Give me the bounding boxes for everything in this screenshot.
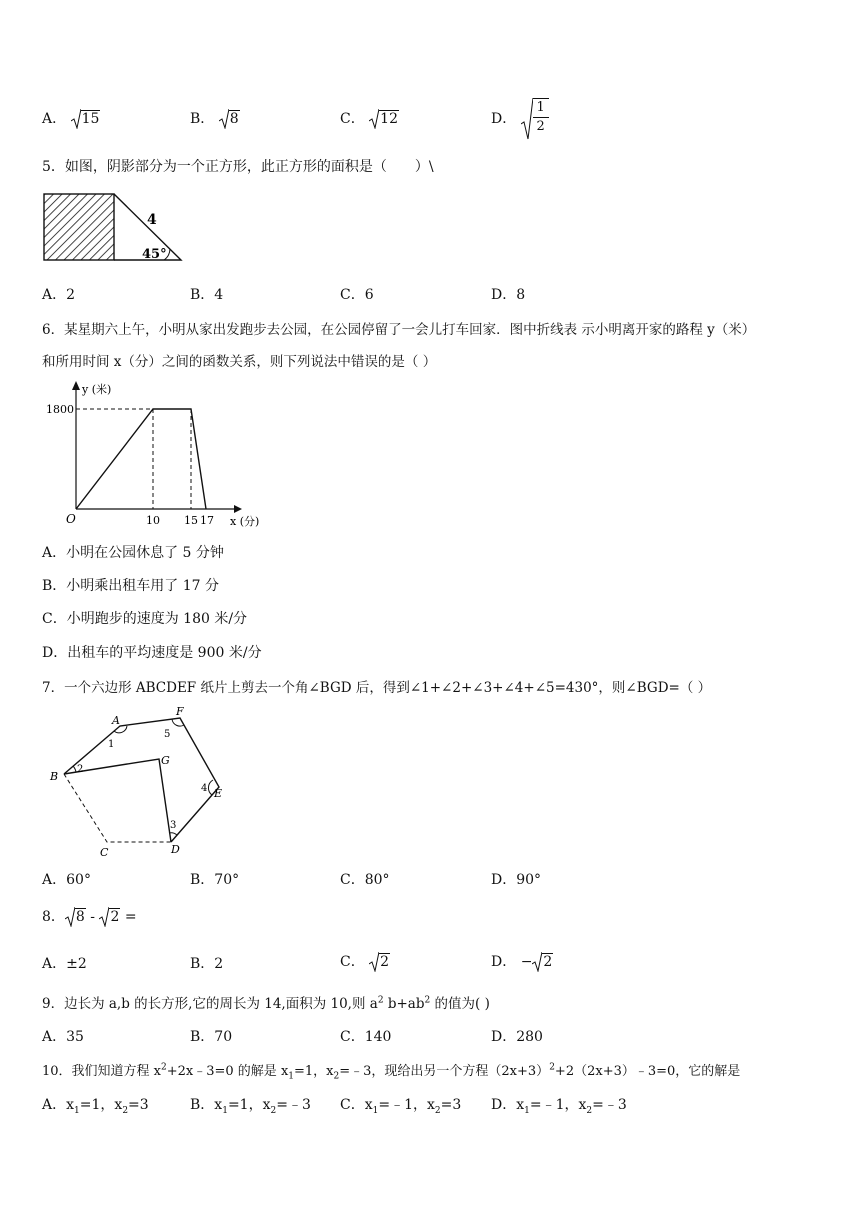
q7-option-c bbox=[340, 869, 390, 889]
side-label: 4 bbox=[147, 212, 157, 228]
option-letter: A． bbox=[42, 111, 67, 127]
option-text: 90° bbox=[516, 872, 542, 888]
q10-option-d bbox=[491, 1094, 627, 1116]
var: x bbox=[114, 1097, 123, 1113]
x-tick-10: 10 bbox=[146, 514, 160, 527]
angle-label-2: 2 bbox=[77, 764, 84, 775]
radicand: 8 bbox=[229, 111, 239, 127]
option-text: 70° bbox=[214, 872, 240, 888]
option-letter: A． bbox=[42, 956, 67, 972]
subscript: 1 bbox=[222, 1105, 228, 1116]
stem-part: =1，x bbox=[294, 1064, 334, 1079]
stem-part: 10．我们知道方程 x bbox=[42, 1064, 162, 1079]
equals-sign: = bbox=[124, 909, 137, 925]
option-letter: B． bbox=[190, 956, 215, 972]
option-letter: B． bbox=[190, 1029, 215, 1045]
q5-option-b bbox=[190, 284, 223, 304]
q8-option-c bbox=[340, 951, 390, 972]
var: x bbox=[262, 1097, 271, 1113]
q6-option-a: A．小明在公园休息了 5 分钟 bbox=[42, 545, 224, 561]
subscript: 2 bbox=[586, 1105, 593, 1116]
sqrt-symbol bbox=[219, 109, 229, 129]
option-letter: C． bbox=[340, 1097, 365, 1113]
option-text: 80° bbox=[364, 872, 390, 888]
radicand-1: 8 bbox=[75, 909, 85, 925]
q6-option-b: B．小明乘出租车用了 17 分 bbox=[42, 578, 220, 594]
option-text: 140 bbox=[364, 1029, 392, 1045]
label-A: A bbox=[112, 714, 120, 727]
var: x bbox=[516, 1097, 525, 1113]
subscript: 1 bbox=[288, 1071, 295, 1082]
q5-option-c bbox=[340, 284, 374, 304]
q10-option-c bbox=[340, 1094, 461, 1116]
option-letter: C． bbox=[340, 1029, 365, 1045]
option-letter: B． bbox=[190, 287, 215, 303]
option-letter: A． bbox=[42, 1097, 67, 1113]
value: =﹣3 bbox=[276, 1097, 311, 1113]
label-D: D bbox=[171, 843, 180, 856]
y-axis-arrow bbox=[72, 381, 80, 390]
negative-sign: − bbox=[520, 954, 533, 970]
x-tick-17: 17 bbox=[200, 514, 214, 527]
var: x bbox=[214, 1097, 223, 1113]
value: =1， bbox=[79, 1097, 115, 1113]
y-axis-label: y (米) bbox=[82, 383, 112, 396]
subscript: 2 bbox=[333, 1071, 340, 1082]
sqrt-symbol bbox=[99, 907, 109, 927]
option-letter: D． bbox=[491, 1029, 517, 1045]
q5-option-d bbox=[491, 284, 525, 304]
q4-option-d bbox=[491, 98, 549, 140]
q4-option-c bbox=[340, 108, 399, 129]
subscript: 1 bbox=[372, 1105, 379, 1116]
q7-option-a bbox=[42, 869, 91, 889]
q5-figure bbox=[40, 190, 185, 265]
angle-label-4: 4 bbox=[201, 783, 208, 794]
value: =﹣1， bbox=[378, 1097, 427, 1113]
subscript: 1 bbox=[74, 1105, 80, 1116]
q8-option-a bbox=[42, 953, 87, 973]
var: x bbox=[427, 1097, 435, 1113]
label-B: B bbox=[50, 770, 59, 783]
option-letter: D． bbox=[491, 954, 517, 970]
question-number: 8． bbox=[42, 909, 65, 925]
option-letter: D． bbox=[491, 872, 517, 888]
sqrt-symbol bbox=[521, 98, 533, 140]
exponent: 2 bbox=[549, 1062, 555, 1073]
angle-arc-4 bbox=[208, 780, 213, 795]
option-letter: D． bbox=[491, 111, 517, 127]
radicand-2: 2 bbox=[110, 909, 120, 925]
q8-option-b bbox=[190, 953, 223, 973]
option-letter: B． bbox=[190, 872, 215, 888]
value: =3 bbox=[128, 1097, 149, 1113]
x-tick-15: 15 bbox=[184, 514, 198, 527]
x-axis-arrow bbox=[234, 505, 242, 513]
option-text: 2 bbox=[66, 287, 76, 303]
hexagon-edges bbox=[64, 718, 219, 842]
var: x bbox=[66, 1097, 75, 1113]
shaded-square bbox=[44, 194, 114, 260]
option-letter: D． bbox=[491, 1097, 517, 1113]
subscript: 2 bbox=[270, 1105, 277, 1116]
q8-stem bbox=[42, 906, 137, 927]
sqrt-symbol bbox=[532, 952, 542, 972]
option-text: 6 bbox=[364, 287, 374, 303]
option-letter: A． bbox=[42, 287, 67, 303]
q9-option-a bbox=[42, 1026, 84, 1046]
sqrt-symbol bbox=[65, 907, 75, 927]
stem-part: =﹣3，现给出另一个方程（2x+3） bbox=[339, 1064, 550, 1079]
q6-stem-line1: 6．某星期六上午，小明从家出发跑步去公园，在公园停留了一会儿打车回家．图中折线表 示小明离开家的路程 y（米） bbox=[42, 322, 756, 338]
angle-label-1: 1 bbox=[108, 739, 115, 750]
radicand: 2 bbox=[380, 954, 390, 970]
q5-option-a bbox=[42, 284, 75, 304]
distance-line bbox=[76, 409, 206, 509]
option-letter: C． bbox=[340, 111, 365, 127]
sqrt-symbol bbox=[71, 109, 81, 129]
option-letter: B． bbox=[190, 1097, 215, 1113]
option-text: 4 bbox=[214, 287, 224, 303]
removed-corner bbox=[64, 774, 171, 842]
angle-label-3: 3 bbox=[170, 820, 177, 831]
q7-stem: 7．一个六边形 ABCDEF 纸片上剪去一个角∠BGD 后，得到∠1+∠2+∠3+∠4+∠5=430°，则∠BGD=（ ） bbox=[42, 680, 712, 696]
radicand: 12 bbox=[380, 111, 398, 127]
origin-label: O bbox=[66, 512, 76, 526]
label-C: C bbox=[100, 846, 109, 859]
q8-option-d bbox=[491, 951, 553, 972]
value: =1， bbox=[227, 1097, 263, 1113]
subscript: 2 bbox=[122, 1105, 129, 1116]
option-letter: C． bbox=[340, 954, 365, 970]
value: =﹣3 bbox=[592, 1097, 627, 1113]
option-text: 60° bbox=[66, 872, 91, 888]
option-text: 70 bbox=[214, 1029, 233, 1045]
stem-part: b+ab bbox=[383, 996, 425, 1012]
stem-part: 的值为( ) bbox=[430, 996, 490, 1012]
option-letter: C． bbox=[340, 872, 365, 888]
q10-stem bbox=[42, 1060, 740, 1082]
angle-label: 45° bbox=[142, 247, 167, 262]
fraction bbox=[533, 98, 549, 136]
q6-stem-line2: 和所用时间 x（分）之间的函数关系，则下列说法中错误的是（ ） bbox=[42, 354, 437, 370]
radicand: 2 bbox=[543, 954, 553, 970]
q9-option-b bbox=[190, 1026, 232, 1046]
sqrt-symbol bbox=[369, 109, 379, 129]
exponent: 2 bbox=[377, 995, 384, 1006]
option-letter: D． bbox=[491, 287, 517, 303]
var: x bbox=[578, 1097, 587, 1113]
q10-option-a bbox=[42, 1094, 149, 1116]
q9-stem bbox=[42, 992, 490, 1012]
numerator: 1 bbox=[533, 99, 549, 118]
var: x bbox=[364, 1097, 373, 1113]
exponent: 2 bbox=[161, 1062, 167, 1073]
angle-label-5: 5 bbox=[164, 729, 171, 740]
option-text: 2 bbox=[214, 956, 224, 972]
option-letter: C． bbox=[340, 287, 365, 303]
option-text: 8 bbox=[516, 287, 526, 303]
stem-part: 9．边长为 a,b 的长方形,它的周长为 14,面积为 10,则 a bbox=[42, 996, 378, 1012]
stem-part: +2x﹣3=0 的解是 x bbox=[166, 1064, 289, 1079]
label-F: F bbox=[176, 705, 184, 718]
label-E: E bbox=[214, 787, 223, 800]
q4-option-b bbox=[190, 108, 240, 129]
sqrt-symbol bbox=[369, 952, 379, 972]
option-text: 35 bbox=[66, 1029, 84, 1045]
q7-figure bbox=[44, 704, 234, 859]
q7-option-b bbox=[190, 869, 239, 889]
angle-arc-2 bbox=[73, 766, 76, 772]
q6-option-c: C．小明跑步的速度为 180 米/分 bbox=[42, 611, 248, 627]
option-letter: B． bbox=[190, 111, 215, 127]
value: =3 bbox=[440, 1097, 462, 1113]
subscript: 2 bbox=[434, 1105, 441, 1116]
q9-option-d bbox=[491, 1026, 543, 1046]
x-axis-label: x (分) bbox=[230, 515, 260, 528]
q4-option-a bbox=[42, 108, 100, 129]
y-tick-1800: 1800 bbox=[46, 403, 74, 416]
exponent: 2 bbox=[424, 995, 431, 1006]
value: =﹣1， bbox=[529, 1097, 579, 1113]
option-text: ±2 bbox=[66, 956, 87, 972]
q7-option-d bbox=[491, 869, 541, 889]
stem-part: +2（2x+3）﹣3=0，它的解是 bbox=[554, 1064, 741, 1079]
option-letter: A． bbox=[42, 872, 67, 888]
q6-option-d: D．出租车的平均速度是 900 米/分 bbox=[42, 645, 262, 661]
label-G: G bbox=[161, 754, 170, 767]
option-letter: A． bbox=[42, 1029, 67, 1045]
q9-option-c bbox=[340, 1026, 391, 1046]
minus-sign: - bbox=[90, 909, 96, 925]
q6-graph bbox=[42, 376, 272, 531]
radicand: 15 bbox=[81, 111, 100, 127]
denominator: 2 bbox=[536, 119, 545, 134]
q10-option-b bbox=[190, 1094, 311, 1116]
q5-stem: 5．如图，阴影部分为一个正方形，此正方形的面积是（ ）\ bbox=[42, 159, 434, 175]
subscript: 1 bbox=[524, 1105, 530, 1116]
option-text: 280 bbox=[516, 1029, 543, 1045]
